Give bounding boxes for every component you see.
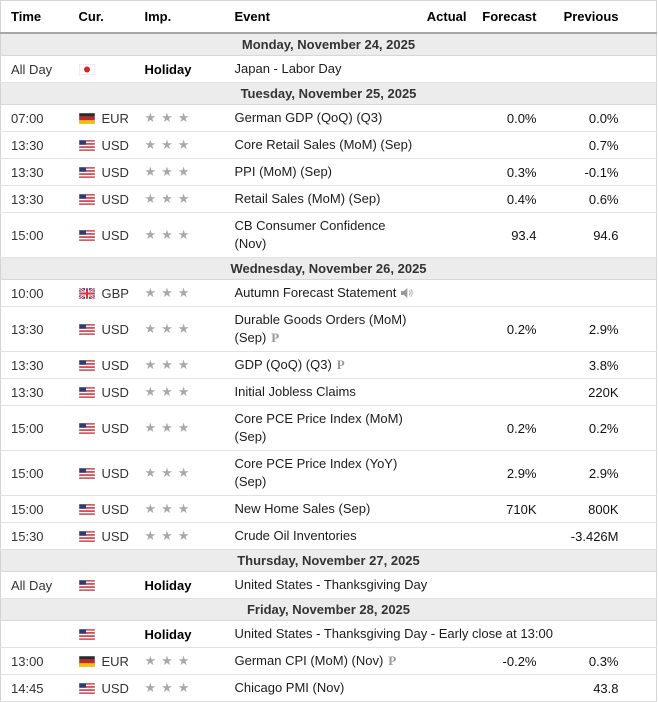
- importance-stars-icon: ★★★: [144, 164, 195, 179]
- col-header-actual: Actual: [421, 1, 467, 34]
- flag-us-icon: [79, 387, 95, 398]
- event-row: [1, 132, 657, 159]
- event-previous: -3.426M: [537, 523, 619, 550]
- event-row: [1, 406, 657, 451]
- event-name[interactable]: Durable Goods Orders (MoM) (Sep): [234, 312, 407, 345]
- importance-stars-icon: ★★★: [144, 191, 195, 206]
- event-actual: [421, 132, 467, 159]
- event-importance: [135, 280, 225, 307]
- event-previous: -0.1%: [537, 159, 619, 186]
- event-cell: [225, 379, 421, 406]
- flag-germany-icon: [79, 113, 95, 124]
- calendar-body: [1, 33, 657, 702]
- currency-code: USD: [101, 227, 129, 243]
- event-row: [1, 280, 657, 307]
- currency-code: GBP: [101, 285, 129, 301]
- event-forecast: [467, 675, 537, 702]
- day-header-label: Thursday, November 27, 2025: [1, 550, 657, 572]
- holiday-row: [1, 572, 657, 599]
- event-time: All Day: [1, 56, 69, 83]
- event-cell: [225, 406, 421, 451]
- event-previous: 220K: [537, 379, 619, 406]
- importance-stars-icon: ★★★: [144, 285, 195, 300]
- currency-code: EUR: [101, 110, 129, 126]
- event-cell: [225, 213, 421, 258]
- event-currency: [69, 406, 135, 451]
- importance-stars-icon: ★★★: [144, 528, 195, 543]
- preliminary-release-icon: P: [271, 330, 280, 345]
- row-spacer: [619, 307, 657, 352]
- speech-speaker-icon: [400, 287, 414, 299]
- event-time: All Day: [1, 572, 69, 599]
- row-spacer: [619, 186, 657, 213]
- event-time: 13:30: [1, 379, 69, 406]
- event-time: 13:00: [1, 648, 69, 675]
- event-currency: [69, 451, 135, 496]
- event-cell: [225, 132, 421, 159]
- col-header-spacer: [619, 1, 657, 34]
- flag-us-icon: [79, 683, 95, 694]
- event-previous: 2.9%: [537, 451, 619, 496]
- event-name[interactable]: United States - Thanksgiving Day - Early close at 13:00: [234, 626, 553, 641]
- event-cell: [225, 648, 421, 675]
- event-name[interactable]: New Home Sales (Sep): [234, 501, 371, 516]
- event-actual: [421, 213, 467, 258]
- event-previous: 0.7%: [537, 132, 619, 159]
- event-time: 13:30: [1, 159, 69, 186]
- event-forecast: 0.2%: [467, 307, 537, 352]
- currency-code: USD: [101, 465, 129, 481]
- event-name[interactable]: CB Consumer Confidence (Nov): [234, 218, 386, 251]
- event-cell: [225, 621, 657, 648]
- event-name[interactable]: Autumn Forecast Statement: [234, 285, 397, 300]
- flag-japan-icon: [79, 64, 95, 75]
- event-forecast: [467, 379, 537, 406]
- holiday-label: Holiday: [144, 577, 192, 593]
- event-row: [1, 523, 657, 550]
- event-name[interactable]: Initial Jobless Claims: [234, 384, 356, 399]
- event-actual: [421, 159, 467, 186]
- currency-code: USD: [101, 357, 129, 373]
- event-currency: [69, 213, 135, 258]
- event-name[interactable]: Chicago PMI (Nov): [234, 680, 345, 695]
- event-actual: [421, 352, 467, 379]
- event-previous: 0.2%: [537, 406, 619, 451]
- importance-stars-icon: ★★★: [144, 653, 195, 668]
- importance-stars-icon: ★★★: [144, 420, 195, 435]
- event-name[interactable]: Japan - Labor Day: [234, 61, 342, 76]
- event-forecast: 2.9%: [467, 451, 537, 496]
- row-spacer: [619, 280, 657, 307]
- flag-us-icon: [79, 167, 95, 178]
- event-time: 07:00: [1, 105, 69, 132]
- flag-us-icon: [79, 580, 95, 591]
- event-cell: [225, 523, 421, 550]
- row-spacer: [619, 523, 657, 550]
- event-row: [1, 186, 657, 213]
- row-spacer: [619, 132, 657, 159]
- event-currency: [69, 496, 135, 523]
- event-actual: [421, 496, 467, 523]
- event-actual: [421, 280, 467, 307]
- event-time: 15:00: [1, 213, 69, 258]
- event-cell: [225, 572, 657, 599]
- importance-stars-icon: ★★★: [144, 501, 195, 516]
- event-previous: 0.0%: [537, 105, 619, 132]
- event-name[interactable]: Core PCE Price Index (MoM) (Sep): [234, 411, 403, 444]
- event-time: 13:30: [1, 132, 69, 159]
- event-forecast: 710K: [467, 496, 537, 523]
- event-row: [1, 159, 657, 186]
- flag-us-icon: [79, 324, 95, 335]
- importance-stars-icon: ★★★: [144, 384, 195, 399]
- event-currency: [69, 675, 135, 702]
- event-forecast: 0.2%: [467, 406, 537, 451]
- currency-code: USD: [101, 528, 129, 544]
- flag-us-icon: [79, 194, 95, 205]
- event-currency: [69, 56, 135, 83]
- event-importance: [135, 352, 225, 379]
- event-previous: 2.9%: [537, 307, 619, 352]
- event-actual: [421, 186, 467, 213]
- event-name[interactable]: Core PCE Price Index (YoY) (Sep): [234, 456, 398, 489]
- flag-us-icon: [79, 423, 95, 434]
- preliminary-release-icon: P: [388, 653, 397, 668]
- day-header-label: Friday, November 28, 2025: [1, 599, 657, 621]
- event-actual: [421, 379, 467, 406]
- event-currency: [69, 105, 135, 132]
- importance-stars-icon: ★★★: [144, 137, 195, 152]
- event-cell: [225, 280, 421, 307]
- flag-us-icon: [79, 468, 95, 479]
- col-header-previous: Previous: [537, 1, 619, 34]
- event-row: [1, 451, 657, 496]
- event-currency: [69, 186, 135, 213]
- currency-code: USD: [101, 137, 129, 153]
- event-previous: 0.6%: [537, 186, 619, 213]
- event-importance: [135, 496, 225, 523]
- holiday-label: Holiday: [144, 61, 192, 77]
- event-previous: 0.3%: [537, 648, 619, 675]
- row-spacer: [619, 496, 657, 523]
- day-header-label: Monday, November 24, 2025: [1, 33, 657, 56]
- currency-code: USD: [101, 164, 129, 180]
- importance-stars-icon: ★★★: [144, 680, 195, 695]
- event-importance: [135, 56, 225, 83]
- holiday-row: [1, 56, 657, 83]
- row-spacer: [619, 675, 657, 702]
- currency-code: USD: [101, 384, 129, 400]
- event-cell: [225, 496, 421, 523]
- row-spacer: [619, 451, 657, 496]
- event-currency: [69, 523, 135, 550]
- event-previous: [537, 280, 619, 307]
- event-importance: [135, 307, 225, 352]
- event-importance: [135, 572, 225, 599]
- day-header-label: Tuesday, November 25, 2025: [1, 83, 657, 105]
- event-actual: [421, 105, 467, 132]
- day-header-label: Wednesday, November 26, 2025: [1, 258, 657, 280]
- flag-uk-icon: [79, 288, 95, 299]
- event-row: [1, 213, 657, 258]
- event-cell: [225, 352, 421, 379]
- event-actual: [421, 451, 467, 496]
- event-cell: [225, 451, 421, 496]
- col-header-time: Time: [1, 1, 69, 34]
- flag-us-icon: [79, 230, 95, 241]
- flag-us-icon: [79, 629, 95, 640]
- row-spacer: [619, 406, 657, 451]
- event-importance: [135, 406, 225, 451]
- event-name[interactable]: Retail Sales (MoM) (Sep): [234, 191, 381, 206]
- event-actual: [421, 523, 467, 550]
- event-actual: [421, 307, 467, 352]
- event-previous: 94.6: [537, 213, 619, 258]
- col-header-currency: Cur.: [69, 1, 135, 34]
- flag-us-icon: [79, 504, 95, 515]
- event-time: 15:00: [1, 406, 69, 451]
- event-actual: [421, 675, 467, 702]
- event-importance: [135, 213, 225, 258]
- event-time: 13:30: [1, 352, 69, 379]
- event-currency: [69, 621, 135, 648]
- column-header-row: [1, 1, 657, 34]
- event-currency: [69, 280, 135, 307]
- event-row: [1, 675, 657, 702]
- event-row: [1, 352, 657, 379]
- event-time: 15:30: [1, 523, 69, 550]
- flag-us-icon: [79, 531, 95, 542]
- importance-stars-icon: ★★★: [144, 227, 195, 242]
- day-header-row: [1, 33, 657, 56]
- event-cell: [225, 56, 657, 83]
- flag-us-icon: [79, 360, 95, 371]
- event-name[interactable]: Core Retail Sales (MoM) (Sep): [234, 137, 413, 152]
- flag-germany-icon: [79, 656, 95, 667]
- event-actual: [421, 648, 467, 675]
- event-forecast: 0.3%: [467, 159, 537, 186]
- row-spacer: [619, 352, 657, 379]
- event-row: [1, 379, 657, 406]
- event-name[interactable]: GDP (QoQ) (Q3): [234, 357, 332, 372]
- event-time: 13:30: [1, 307, 69, 352]
- event-currency: [69, 379, 135, 406]
- holiday-label: Holiday: [144, 626, 192, 642]
- row-spacer: [619, 159, 657, 186]
- event-time: 13:30: [1, 186, 69, 213]
- event-time: 14:45: [1, 675, 69, 702]
- col-header-forecast: Forecast: [467, 1, 537, 34]
- event-currency: [69, 307, 135, 352]
- event-previous: 43.8: [537, 675, 619, 702]
- day-header-row: [1, 599, 657, 621]
- event-name[interactable]: German CPI (MoM) (Nov): [234, 653, 384, 668]
- row-spacer: [619, 213, 657, 258]
- col-header-event: Event: [225, 1, 421, 34]
- preliminary-release-icon: P: [336, 357, 345, 372]
- event-importance: [135, 159, 225, 186]
- event-row: [1, 648, 657, 675]
- event-previous: 800K: [537, 496, 619, 523]
- event-row: [1, 105, 657, 132]
- event-importance: [135, 621, 225, 648]
- event-forecast: [467, 352, 537, 379]
- event-currency: [69, 572, 135, 599]
- event-name[interactable]: German GDP (QoQ) (Q3): [234, 110, 383, 125]
- currency-code: EUR: [101, 653, 129, 669]
- event-time: [1, 621, 69, 648]
- event-forecast: 93.4: [467, 213, 537, 258]
- event-forecast: -0.2%: [467, 648, 537, 675]
- event-cell: [225, 159, 421, 186]
- event-currency: [69, 352, 135, 379]
- event-cell: [225, 675, 421, 702]
- event-importance: [135, 523, 225, 550]
- event-forecast: [467, 523, 537, 550]
- event-time: 10:00: [1, 280, 69, 307]
- day-header-row: [1, 83, 657, 105]
- currency-code: USD: [101, 680, 129, 696]
- row-spacer: [619, 648, 657, 675]
- event-forecast: 0.4%: [467, 186, 537, 213]
- currency-code: USD: [101, 420, 129, 436]
- event-time: 15:00: [1, 451, 69, 496]
- row-spacer: [619, 105, 657, 132]
- event-time: 15:00: [1, 496, 69, 523]
- day-header-row: [1, 550, 657, 572]
- event-cell: [225, 105, 421, 132]
- event-cell: [225, 186, 421, 213]
- event-importance: [135, 132, 225, 159]
- importance-stars-icon: ★★★: [144, 357, 195, 372]
- importance-stars-icon: ★★★: [144, 465, 195, 480]
- day-header-row: [1, 258, 657, 280]
- currency-code: USD: [101, 501, 129, 517]
- event-row: [1, 496, 657, 523]
- importance-stars-icon: ★★★: [144, 110, 195, 125]
- importance-stars-icon: ★★★: [144, 321, 195, 336]
- event-importance: [135, 675, 225, 702]
- event-importance: [135, 379, 225, 406]
- event-importance: [135, 105, 225, 132]
- event-currency: [69, 648, 135, 675]
- flag-us-icon: [79, 140, 95, 151]
- event-name[interactable]: PPI (MoM) (Sep): [234, 164, 333, 179]
- row-spacer: [619, 379, 657, 406]
- event-name[interactable]: Crude Oil Inventories: [234, 528, 357, 543]
- event-forecast: [467, 132, 537, 159]
- event-currency: [69, 159, 135, 186]
- event-cell: [225, 307, 421, 352]
- event-importance: [135, 648, 225, 675]
- event-forecast: [467, 280, 537, 307]
- holiday-row: [1, 621, 657, 648]
- currency-code: USD: [101, 321, 129, 337]
- event-importance: [135, 451, 225, 496]
- event-name[interactable]: United States - Thanksgiving Day: [234, 577, 428, 592]
- col-header-importance: Imp.: [135, 1, 225, 34]
- event-previous: 3.8%: [537, 352, 619, 379]
- currency-code: USD: [101, 191, 129, 207]
- event-forecast: 0.0%: [467, 105, 537, 132]
- event-importance: [135, 186, 225, 213]
- event-currency: [69, 132, 135, 159]
- event-actual: [421, 406, 467, 451]
- event-row: [1, 307, 657, 352]
